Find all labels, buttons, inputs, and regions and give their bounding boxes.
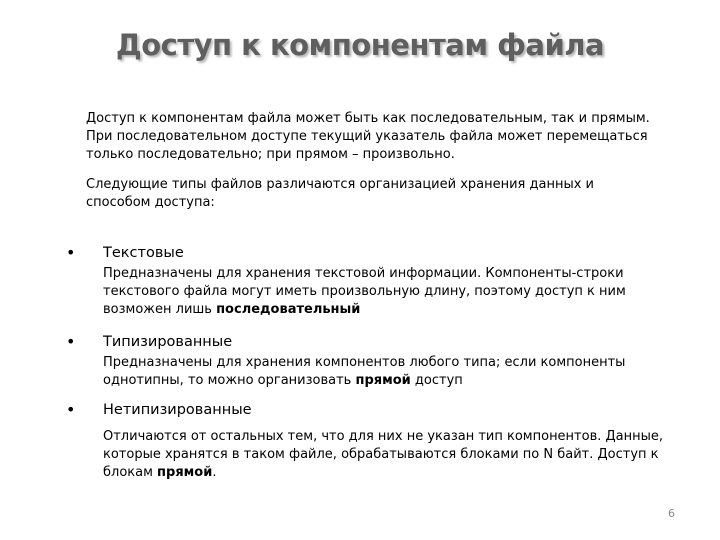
item-title-typed: Типизированные [103,334,233,350]
item-desc-line-prefix: однотипны, то можно организовать [103,373,356,388]
item-desc-line-prefix: блокам [103,465,158,480]
intro-line: Следующие типы файлов различаются организацией хранения данных и [86,177,594,192]
item-desc-line-suffix: доступ [410,373,463,388]
intro-line: При последовательном доступе текущий указатель файла может перемещаться [86,129,648,144]
page-number: 6 [668,507,675,520]
item-desc-line-suffix: . [212,465,217,480]
bullet-dot: • [66,332,76,351]
slide-title: Доступ к компонентам файла [115,28,605,62]
item-description-untyped [103,428,663,482]
item-desc-emphasis: последовательный [216,302,361,317]
item-desc-line-prefix: возможен лишь [103,302,217,317]
item-desc-line: Предназначены для хранения компонентов любого типа; если компоненты [103,355,626,370]
item-title-text: Текстовые [103,245,184,261]
item-desc-line: Предназначены для хранения текстовой информации. Компоненты-строки [103,266,624,281]
bullet-dot: • [66,243,76,262]
intro-line: только последовательно; при прямом – произвольно. [86,147,455,162]
intro-line: Доступ к компонентам файла может быть как последовательным, так и прямым. [86,111,650,126]
item-title-untyped: Нетипизированные [103,402,252,418]
intro-line: способом доступа: [86,195,215,210]
bullet-dot: • [66,400,76,419]
item-desc-line: текстового файла могут иметь произвольную длину, поэтому доступ к ним [103,284,626,299]
item-description-text [103,265,626,319]
intro-paragraph-types [86,176,594,212]
item-description-typed [103,354,625,390]
item-desc-emphasis: прямой [355,373,411,388]
intro-paragraph-access [86,110,650,164]
item-desc-emphasis: прямой [157,465,213,480]
item-desc-line: Отличаются от остальных тем, что для них не указан тип компонентов. Данные, [103,429,664,444]
item-desc-line: которые хранятся в таком файле, обрабатываются блоками по N байт. Доступ к [103,447,659,462]
